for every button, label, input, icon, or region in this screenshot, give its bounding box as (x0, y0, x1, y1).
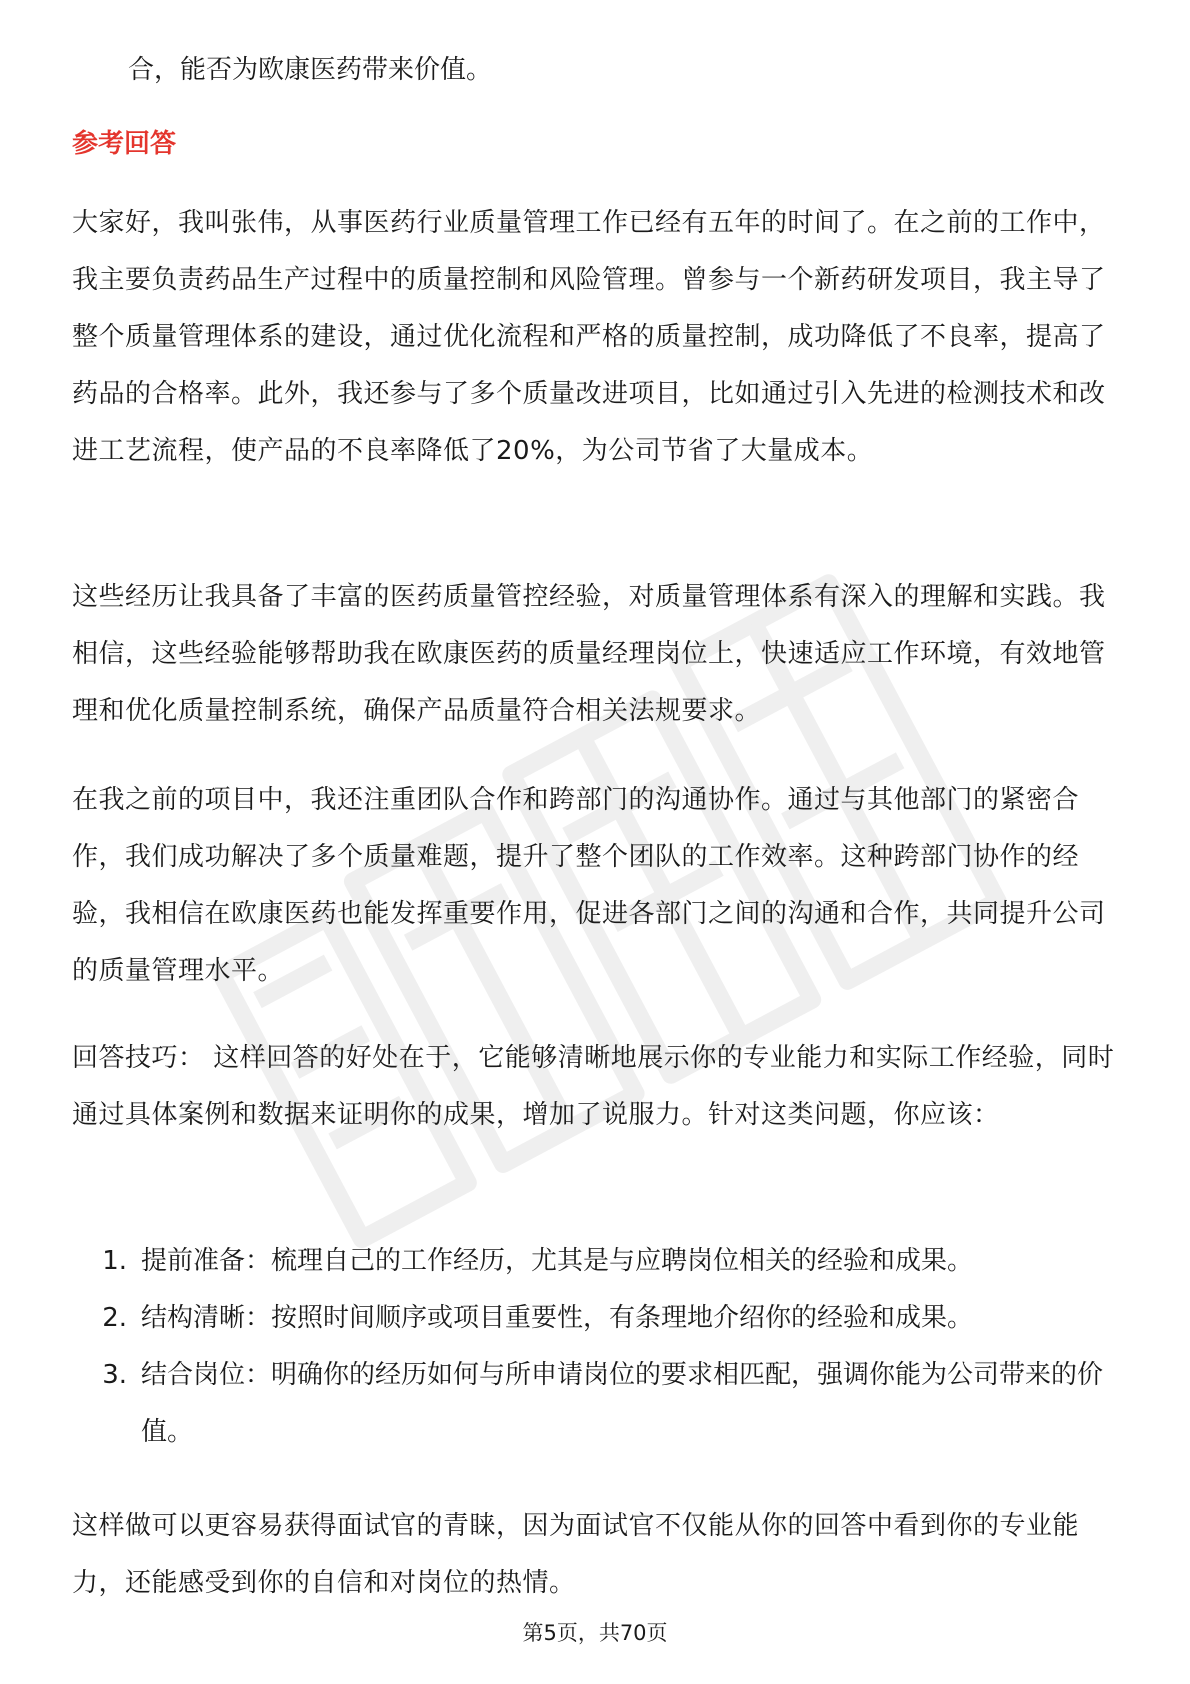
paragraph-conclusion: 这样做可以更容易获得面试官的青睐，因为面试官不仅能从你的回答中看到你的专业能力，还能感受到你的自信和对岗位的热情。 (72, 1511, 1080, 1598)
paragraph-intro: 大家好，我叫张伟，从事医药行业质量管理工作已经有五年的时间了。在之前的工作中，我主要负责药品生产过程中的质量控制和风险管理。曾参与一个新药研发项目，我主导了整个质量管理体系的建设，通过优化流程和严格的质量控制，成功降低了不良率，提高了药品的合格率。此外，我还参与了多个质量改进项目，比如通过引入先进的检测技术和改进工艺流程，使产品的不良率降低了20%，为公司节省了大量成本。 (72, 208, 1106, 466)
list-item-text: 提前准备：梳理自己的工作经历，尤其是与应聘岗位相关的经验和成果。 (141, 1246, 974, 1276)
paragraph-tips-intro: 回答技巧： 这样回答的好处在于，它能够清晰地展示你的专业能力和实际工作经验，同时通过具体案例和数据来证明你的成果，增加了说服力。针对这类问题，你应该： (72, 1043, 1115, 1130)
list-item-text: 结合岗位：明确你的经历如何与所申请岗位的要求相匹配，强调你能为公司带来的价值。 (141, 1360, 1104, 1447)
list-item-number: 3. (102, 1360, 127, 1390)
list-item-text: 结构清晰：按照时间顺序或项目重要性，有条理地介绍你的经验和成果。 (141, 1303, 974, 1333)
section-title: 参考回答 (72, 129, 177, 159)
paragraph-teamwork: 在我之前的项目中，我还注重团队合作和跨部门的沟通协作。通过与其他部门的紧密合作，我们成功解决了多个质量难题，提升了整个团队的工作效率。这种跨部门协作的经验，我相信在欧康医药也能发挥重要作用，促进各部门之间的沟通和合作，共同提升公司的质量管理水平。 (72, 785, 1106, 986)
continued-line: 合，能否为欧康医药带来价值。 (128, 55, 493, 85)
paragraph-experience: 这些经历让我具备了丰富的医药质量管控经验，对质量管理体系有深入的理解和实践。我相信，这些经验能够帮助我在欧康医药的质量经理岗位上，快速适应工作环境，有效地管理和优化质量控制系统，确保产品质量符合相关法规要求。 (72, 582, 1106, 726)
list-item (72, 1290, 1118, 1347)
list-item (72, 1347, 1118, 1461)
list-item-number: 1. (102, 1246, 127, 1276)
list-item (72, 1233, 1118, 1290)
page-footer: 第5页，共70页 (522, 1621, 668, 1645)
tips-list (72, 1233, 1118, 1461)
list-item-number: 2. (102, 1303, 127, 1333)
